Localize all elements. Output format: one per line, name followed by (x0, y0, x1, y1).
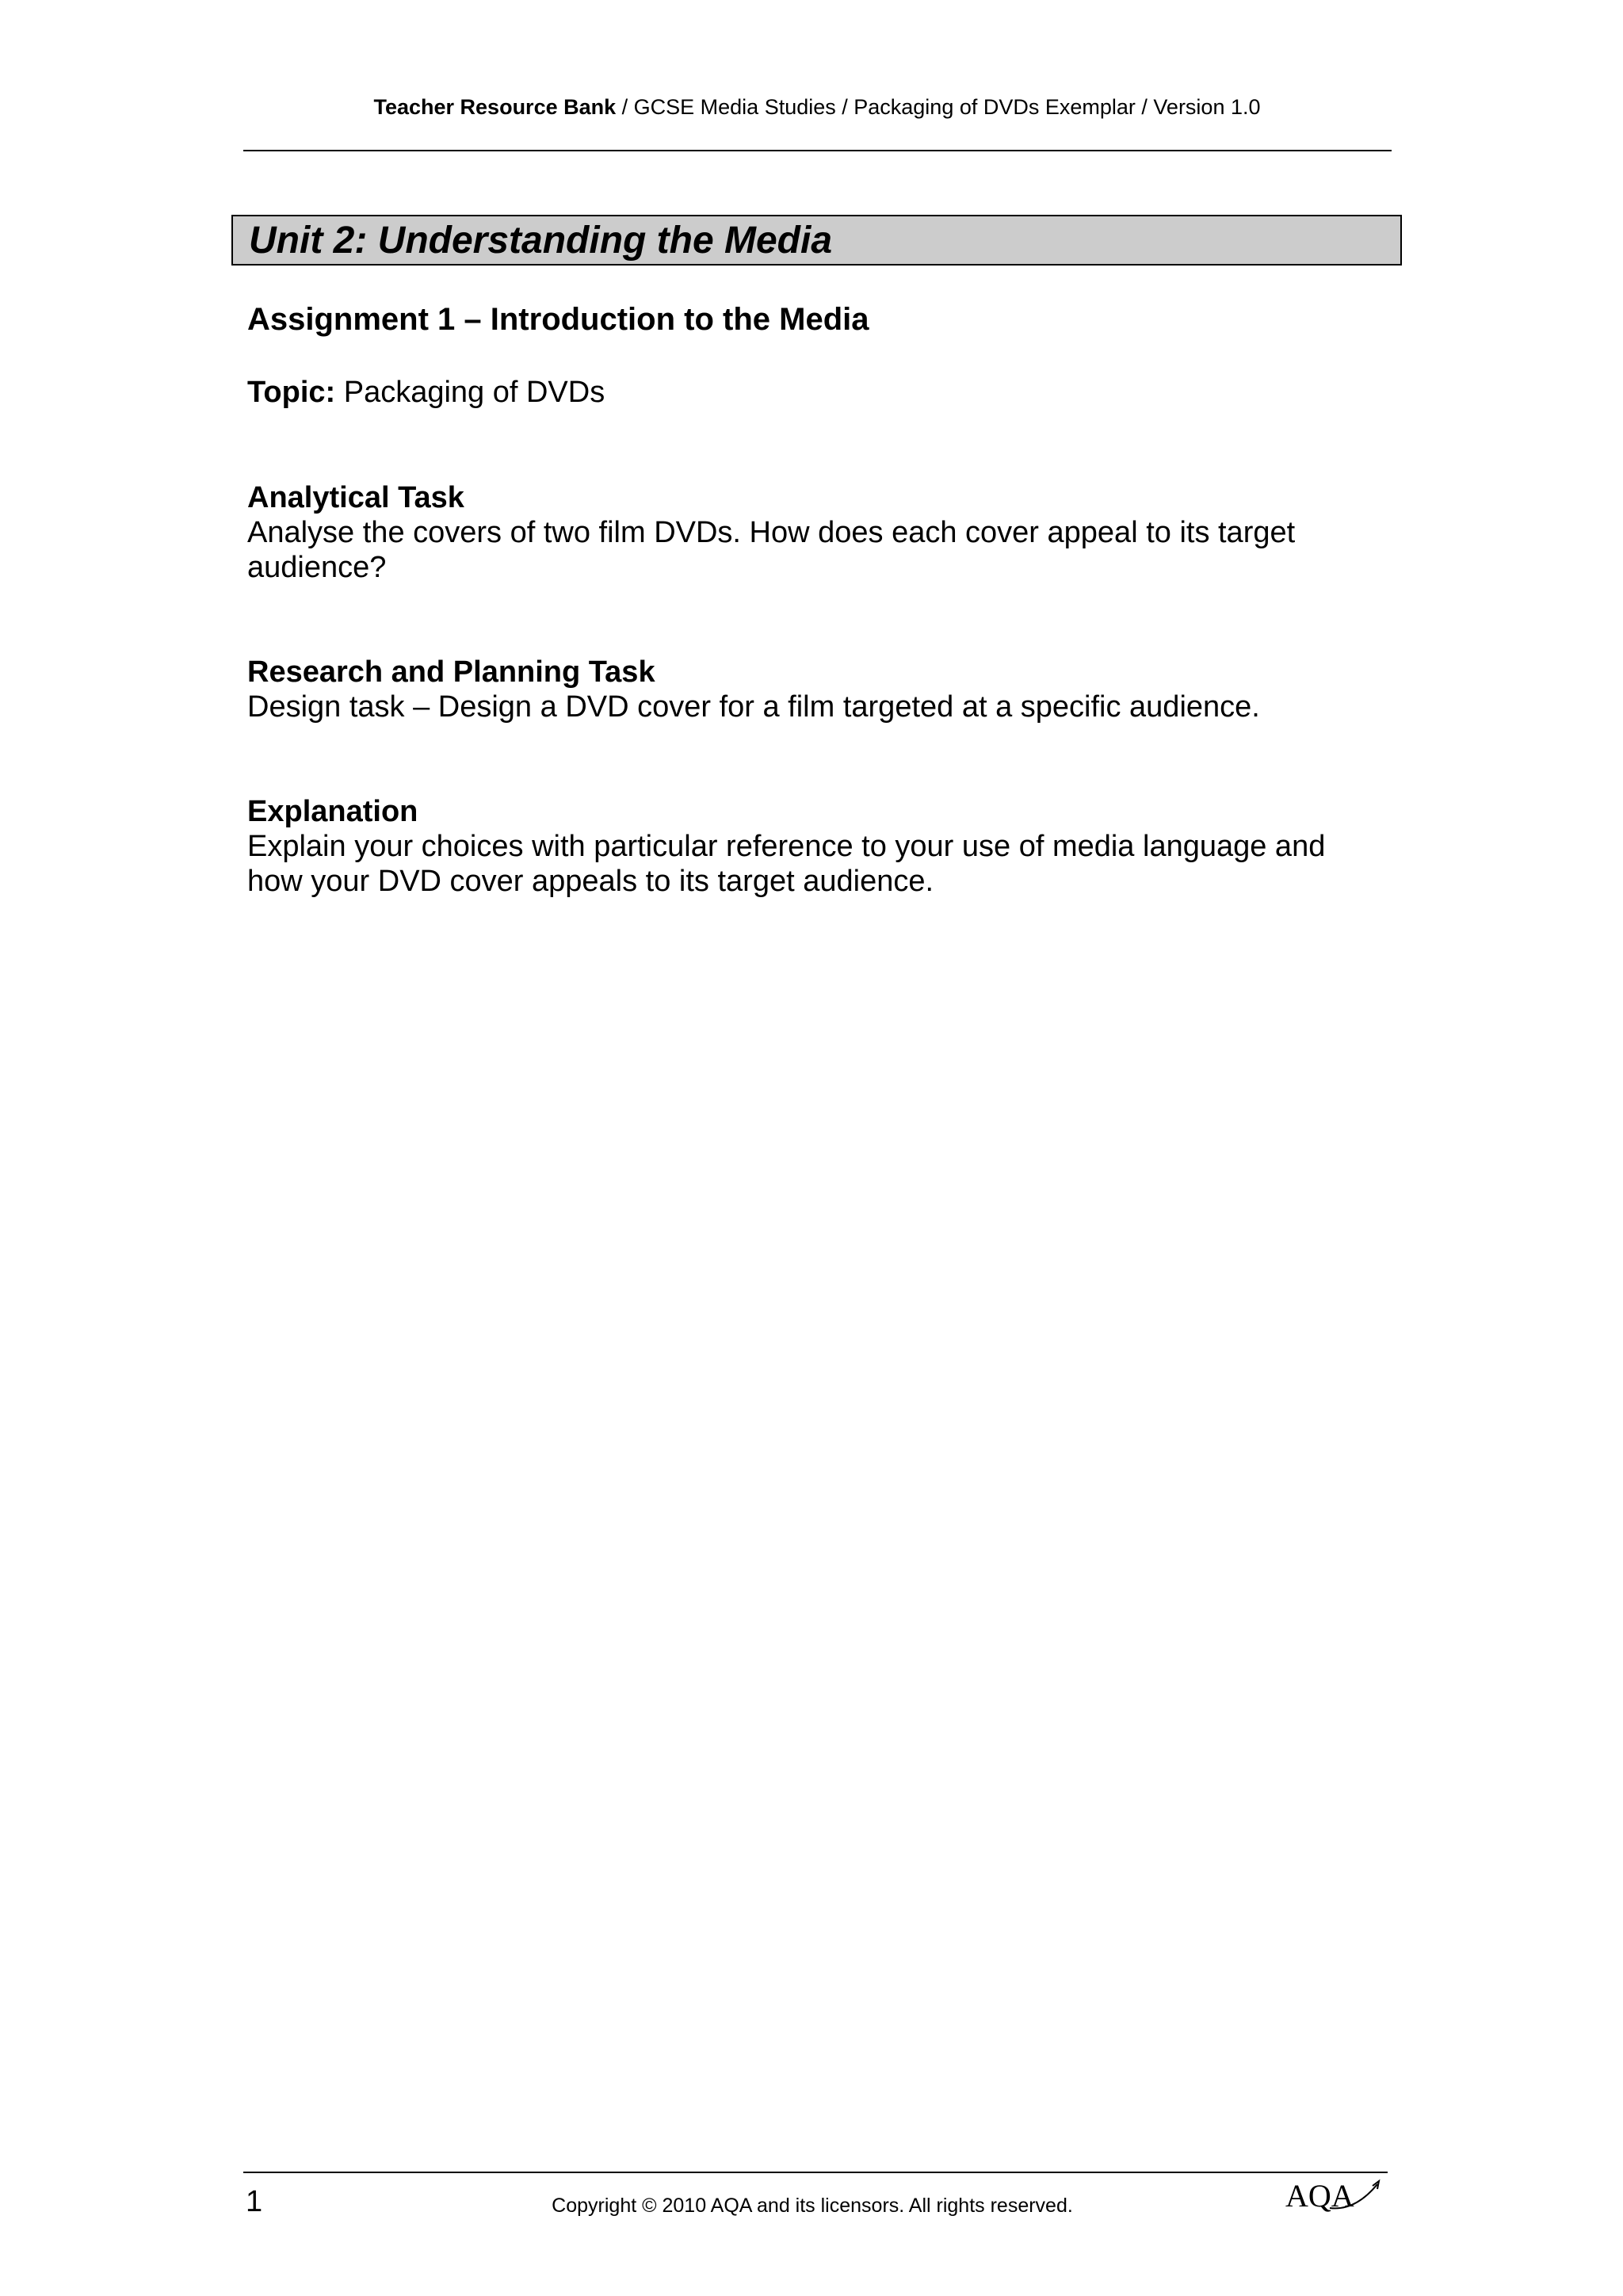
header-bold-text: Teacher Resource Bank (373, 95, 617, 119)
section-body-line: how your DVD cover appeals to its target audience. (247, 865, 934, 898)
assignment-title: Assignment 1 – Introduction to the Media (247, 302, 869, 337)
section-body-line: audience? (247, 551, 387, 584)
unit-title: Unit 2: Understanding the Media (249, 220, 833, 262)
section-body-line: Analyse the covers of two film DVDs. How does each cover appeal to its target (247, 516, 1296, 549)
footer-rule (243, 2172, 1388, 2173)
aqa-logo-text: AQA (1285, 2178, 1354, 2214)
topic-value: Packaging of DVDs (335, 376, 605, 409)
section-body-line: Explain your choices with particular reference to your use of media language and (247, 830, 1326, 863)
copyright-text: Copyright © 2010 AQA and its licensors. All rights reserved. (552, 2195, 1073, 2217)
section-research-planning-task (247, 655, 1388, 724)
page-header (242, 94, 1392, 120)
section-explanation (247, 794, 1388, 899)
section-heading: Explanation (247, 795, 418, 828)
header-rest-text: / GCSE Media Studies / Packaging of DVDs Exemplar / Version 1.0 (616, 95, 1261, 119)
topic-label: Topic: (247, 376, 336, 409)
header-rule (243, 150, 1392, 151)
section-analytical-task (247, 480, 1388, 585)
aqa-logo (1284, 2170, 1387, 2218)
section-body-line: Design task – Design a DVD cover for a film targeted at a specific audience. (247, 690, 1260, 724)
page-number: 1 (246, 2185, 263, 2218)
section-heading: Analytical Task (247, 481, 464, 514)
unit-title-box (231, 215, 1402, 266)
section-heading: Research and Planning Task (247, 655, 655, 689)
topic-line (247, 373, 1388, 411)
